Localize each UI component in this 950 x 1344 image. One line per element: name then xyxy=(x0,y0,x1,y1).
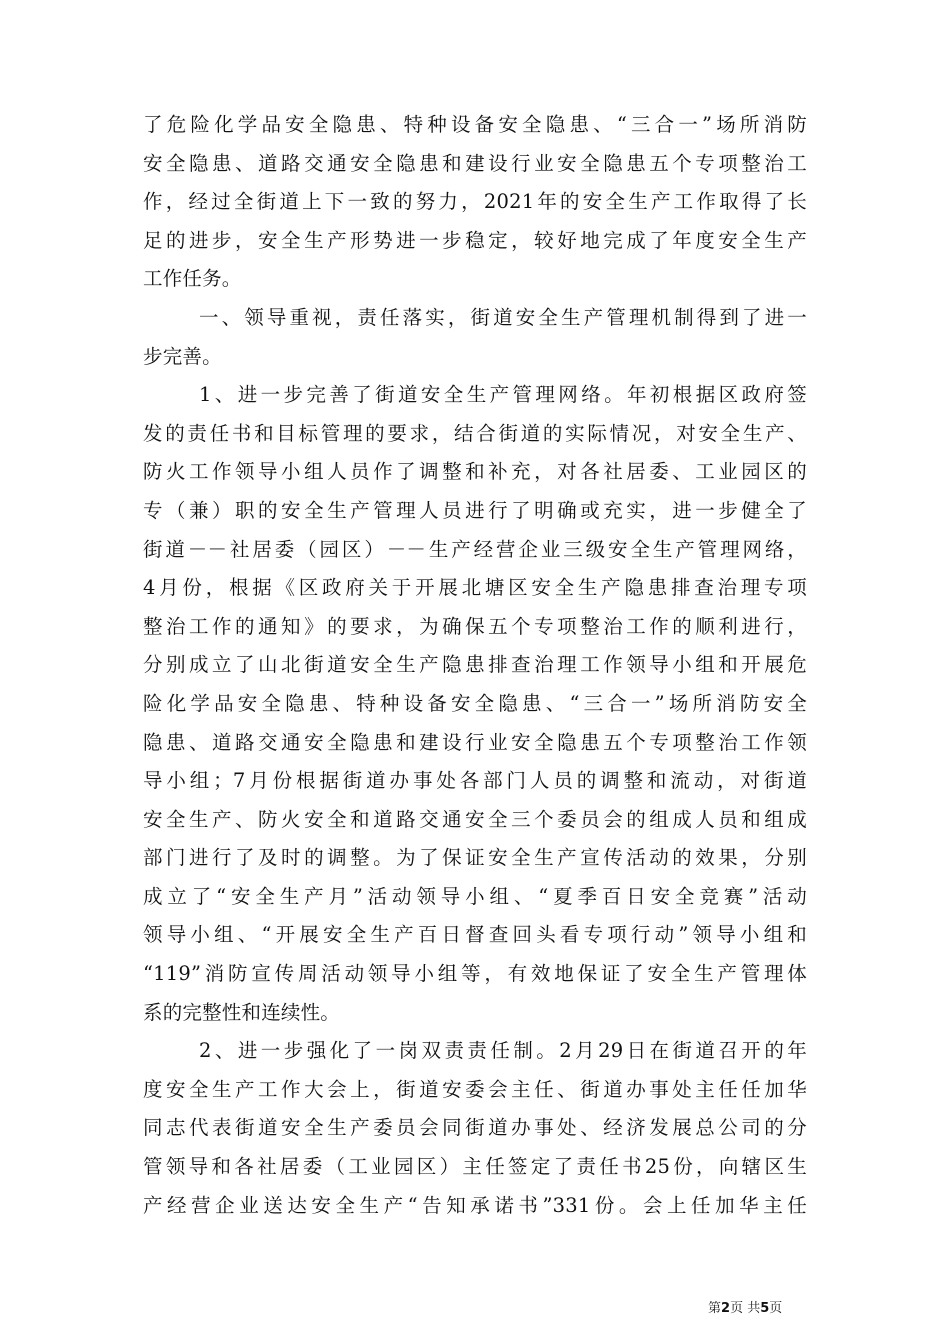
text-line: 隐患、道路交通安全隐患和建设行业安全隐患五个专项整治工作领 xyxy=(143,730,807,754)
section-heading xyxy=(143,299,807,376)
text-line: 险化学品安全隐患、特种设备安全隐患、“三合一”场所消防安全 xyxy=(143,691,807,715)
text-line: 足的进步，安全生产形势进一步稳定，较好地完成了年度安全生产 xyxy=(143,228,807,252)
text-line: 作，经过全街道上下一致的努力，2021年的安全生产工作取得了长 xyxy=(143,190,807,214)
text-line: 专（兼）职的安全生产管理人员进行了明确或充实，进一步健全了 xyxy=(143,498,807,522)
text-line: 整治工作的通知》的要求，为确保五个专项整治工作的顺利进行， xyxy=(143,614,807,638)
text-line: 度安全生产工作大会上，街道安委会主任、街道办事处主任任加华 xyxy=(143,1077,807,1101)
text-line: 发的责任书和目标管理的要求，结合街道的实际情况，对安全生产、 xyxy=(143,421,807,445)
text-line: 安全隐患、道路交通安全隐患和建设行业安全隐患五个专项整治工 xyxy=(143,151,807,175)
paragraph xyxy=(143,376,807,1032)
footer-prefix: 第 xyxy=(708,1301,722,1316)
text-line: 街道－－社居委（园区）－－生产经营企业三级安全生产管理网络， xyxy=(143,537,807,561)
paragraph xyxy=(143,106,807,299)
text-line: 了危险化学品安全隐患、特种设备安全隐患、“三合一”场所消防 xyxy=(143,113,807,136)
text-line: 分别成立了山北街道安全生产隐患排查治理工作领导小组和开展危 xyxy=(143,653,807,677)
text-line: 安全生产、防火安全和道路交通安全三个委员会的组成人员和组成 xyxy=(143,807,807,831)
paragraph xyxy=(143,1032,807,1225)
text-line: “119”消防宣传周活动领导小组等，有效地保证了安全生产管理体 xyxy=(143,962,807,986)
text-line: 步完善。 xyxy=(143,344,222,368)
current-page-number: 2 xyxy=(721,1301,731,1316)
footer-suffix: 页 xyxy=(769,1301,783,1316)
text-line: 2、进一步强化了一岗双责责任制。2月29日在街道召开的年 xyxy=(199,1039,807,1063)
text-line: 部门进行了及时的调整。为了保证安全生产宣传活动的效果，分别 xyxy=(143,846,807,870)
text-line: 工作任务。 xyxy=(143,267,242,291)
text-line: 同志代表街道安全生产委员会同街道办事处、经济发展总公司的分 xyxy=(143,1116,807,1140)
text-line: 一、领导重视，责任落实，街道安全生产管理机制得到了进一 xyxy=(199,305,807,329)
text-line: 4月份，根据《区政府关于开展北塘区安全生产隐患排查治理专项 xyxy=(143,576,807,600)
text-line: 领导小组、“开展安全生产百日督查回头看专项行动”领导小组和 xyxy=(143,923,807,947)
document-body xyxy=(143,106,807,1225)
page-number-footer xyxy=(708,1301,782,1317)
text-line: 产经营企业送达安全生产“告知承诺书”331份。会上任加华主任 xyxy=(143,1193,807,1217)
text-line: 导小组；7月份根据街道办事处各部门人员的调整和流动，对街道 xyxy=(143,769,807,793)
text-line: 系的完整性和连续性。 xyxy=(143,1000,341,1024)
text-line: 管领导和各社居委（工业园区）主任签定了责任书25份，向辖区生 xyxy=(143,1155,807,1179)
footer-middle: 页 共 xyxy=(730,1301,761,1316)
text-line: 成立了“安全生产月”活动领导小组、“夏季百日安全竞赛”活动 xyxy=(143,884,807,908)
total-page-number: 5 xyxy=(760,1301,770,1316)
text-line: 防火工作领导小组人员作了调整和补充，对各社居委、工业园区的 xyxy=(143,460,807,484)
text-line: 1、进一步完善了街道安全生产管理网络。年初根据区政府签 xyxy=(199,383,807,407)
